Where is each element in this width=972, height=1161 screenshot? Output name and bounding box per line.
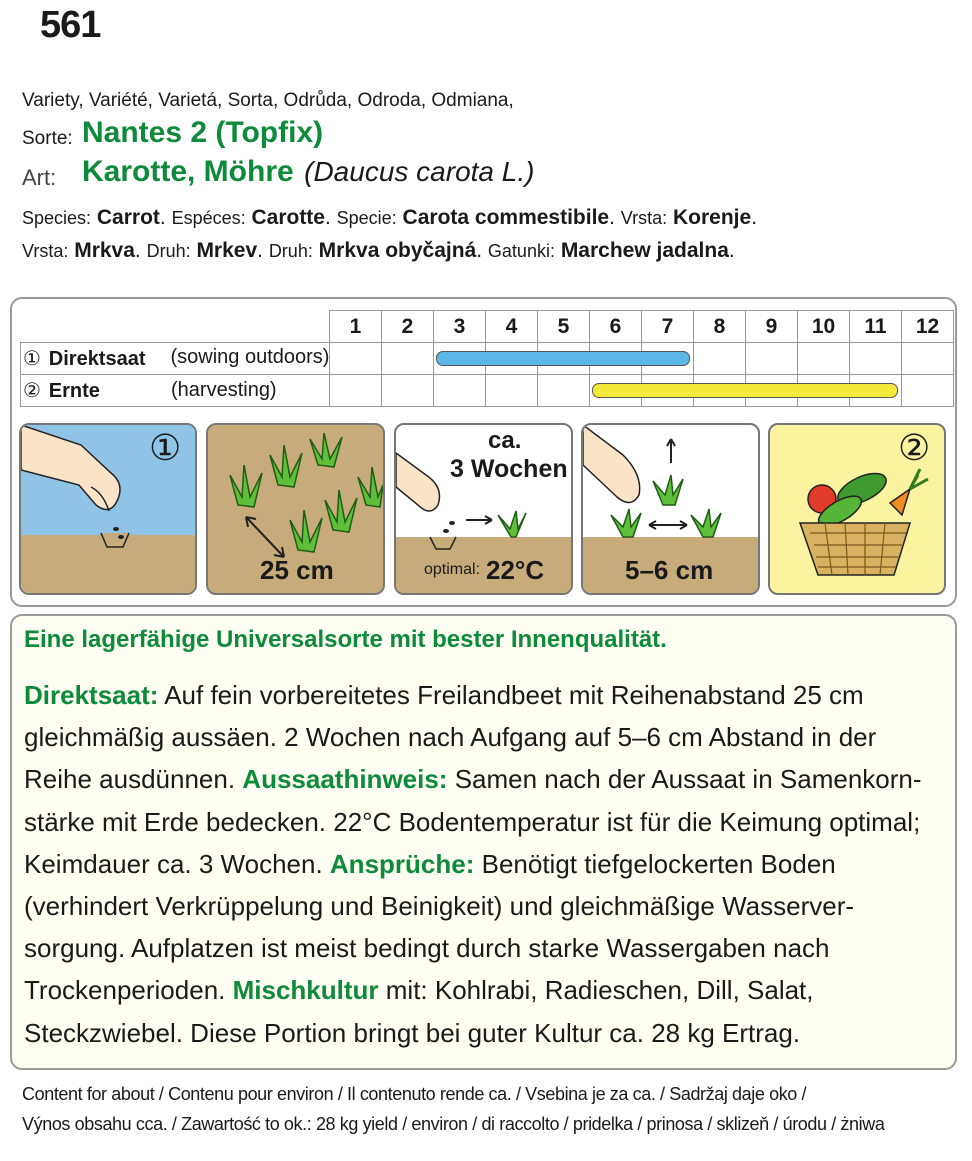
species-lang-label: Specie: bbox=[336, 208, 397, 228]
packet-number: 561 bbox=[40, 4, 101, 46]
harvest-name: Ernte bbox=[48, 380, 100, 402]
species-lang-label: Vrsta: bbox=[22, 241, 69, 261]
description-text: Steckzwiebel. Diese Portion bringt bei guter Kultur ca. 28 kg Ertrag. bbox=[24, 1017, 801, 1048]
species-name: Carota commestibile bbox=[402, 206, 610, 229]
temp-label: optimal: bbox=[424, 561, 481, 578]
sorte-row bbox=[22, 128, 73, 150]
harvest-marker: ② bbox=[23, 380, 41, 402]
calendar-month-row bbox=[21, 311, 954, 343]
latin-name: (Daucus carota L.) bbox=[304, 156, 535, 187]
species-name: Korenje bbox=[673, 206, 752, 229]
species-lang-label: Species: bbox=[22, 208, 92, 228]
art-row bbox=[82, 155, 534, 189]
description-line bbox=[24, 674, 949, 716]
description-keyword: Direktsaat: bbox=[24, 680, 159, 710]
description-text: Samen nach der Aussaat in Samenkorn- bbox=[447, 764, 922, 795]
harvest-translation: (harvesting) bbox=[171, 379, 277, 401]
species-line-2: Vrsta: Mrkva. Druh: Mrkev. Druh: Mrkva obyčajná. Gatunki: Marchew jadalna. bbox=[22, 239, 735, 262]
description-keyword: Ansprüche: bbox=[329, 848, 475, 879]
description-text: Benötigt tiefgelockerten Boden bbox=[474, 848, 836, 879]
sowing-period-bar bbox=[436, 351, 690, 366]
description-line bbox=[24, 885, 949, 927]
species-lang-label: Vrsta: bbox=[620, 208, 668, 228]
description-line bbox=[24, 716, 949, 758]
species-name: Marchew jadalna bbox=[560, 239, 729, 262]
month-9: 9 bbox=[746, 311, 798, 343]
description-line bbox=[24, 801, 949, 843]
duration-ca: ca. bbox=[488, 427, 522, 454]
species-name: Carotte bbox=[251, 206, 325, 229]
month-10: 10 bbox=[798, 311, 850, 343]
description-keyword: Aussaathinweis: bbox=[242, 764, 448, 795]
sowing-marker: ① bbox=[23, 348, 41, 370]
month-5: 5 bbox=[538, 311, 590, 343]
month-6: 6 bbox=[590, 311, 642, 343]
description-text: Auf fein vorbereitetes Freilandbeet mit Reihenabstand 25 cm bbox=[158, 680, 864, 710]
panel-sowing bbox=[19, 423, 197, 595]
footer-line-1: Content for about / Contenu pour environ / Il contenuto rende ca. / Vsebina je za ca. / Sadržaj daje oko / bbox=[22, 1084, 807, 1104]
species-lang-label: Gatunki: bbox=[487, 241, 555, 261]
description-line bbox=[24, 758, 949, 800]
row-spacing-label: 25 cm bbox=[260, 555, 334, 585]
species-lang-label: Druh: bbox=[146, 241, 191, 261]
harvest-label-cell bbox=[21, 375, 330, 407]
variety-line: Variety, Variété, Varietá, Sorta, Odrůda, Odroda, Odmiana, bbox=[22, 90, 514, 111]
species-name: Carrot bbox=[96, 206, 160, 229]
description-keyword: Mischkultur bbox=[232, 975, 379, 1006]
month-8: 8 bbox=[694, 311, 746, 343]
description-line bbox=[24, 927, 949, 969]
month-7: 7 bbox=[642, 311, 694, 343]
art-name: Karotte, Möhre bbox=[82, 155, 294, 188]
description-lead: Eine lagerfähige Universalsorte mit bester Innenqualität. bbox=[24, 626, 667, 653]
step-1-marker: ① bbox=[149, 427, 182, 468]
harvest-period-bar bbox=[592, 383, 898, 398]
month-2: 2 bbox=[382, 311, 434, 343]
temp-value: 22°C bbox=[486, 555, 545, 585]
description-line bbox=[24, 843, 949, 885]
variety-name: Nantes 2 (Topfix) bbox=[82, 116, 324, 149]
description-line bbox=[24, 969, 949, 1011]
description-text: sorgung. Aufplatzen ist meist bedingt durch starke Wassergaben nach bbox=[24, 933, 830, 964]
month-1: 1 bbox=[330, 311, 382, 343]
footer-line-2: Výnos obsahu cca. / Zawartość to ok.: 28 kg yield / environ / di raccolto / pridelka / prinosa / sklizeň / úrodu / żniwa bbox=[22, 1114, 885, 1134]
plant-spacing-label: 5–6 cm bbox=[625, 555, 714, 585]
duration-weeks: 3 Wochen bbox=[450, 455, 568, 483]
species-lang-label: Druh: bbox=[268, 241, 313, 261]
panel-row-spacing bbox=[206, 423, 385, 595]
description-text: stärke mit Erde bedecken. 22°C Bodentemperatur ist für die Keimung optimal; bbox=[24, 806, 921, 837]
species-name: Mrkva obyčajná bbox=[318, 239, 477, 262]
month-3: 3 bbox=[434, 311, 486, 343]
month-11: 11 bbox=[850, 311, 902, 343]
sorte-label: Sorte: bbox=[22, 128, 73, 149]
step-2-marker: ② bbox=[898, 427, 931, 468]
description-text: Reihe ausdünnen. bbox=[24, 764, 243, 795]
description-text: gleichmäßig aussäen. 2 Wochen nach Aufgang auf 5–6 cm Abstand in der bbox=[24, 722, 877, 753]
sowing-translation: (sowing outdoors) bbox=[170, 346, 330, 368]
species-name: Mrkev bbox=[196, 239, 258, 262]
description-text: (verhindert Verkrüppelung und Beinigkeit) und gleichmäßige Wasserver- bbox=[24, 891, 855, 922]
species-line-1: Species: Carrot. Espéces: Carotte. Specie: Carota commestibile. Vrsta: Korenje. bbox=[22, 206, 758, 229]
species-lang-label: Espéces: bbox=[171, 208, 246, 228]
description-text: Keimdauer ca. 3 Wochen. bbox=[24, 848, 330, 879]
description-text: mit: Kohlrabi, Radieschen, Dill, Salat, bbox=[378, 975, 814, 1006]
art-label: Art: bbox=[22, 165, 57, 190]
calendar-corner bbox=[21, 311, 330, 343]
sowing-name: Direktsaat bbox=[48, 348, 146, 370]
sowing-label-cell bbox=[21, 343, 330, 375]
description-line bbox=[24, 1012, 949, 1054]
panel-harvest bbox=[768, 423, 946, 595]
germination-icon bbox=[396, 425, 571, 593]
species-name: Mrkva bbox=[74, 239, 135, 262]
panel-germination bbox=[394, 423, 573, 595]
description-body bbox=[24, 674, 949, 1054]
month-4: 4 bbox=[486, 311, 538, 343]
panel-thinning bbox=[581, 423, 760, 595]
description-text: Trockenperioden. bbox=[24, 975, 233, 1006]
month-12: 12 bbox=[902, 311, 954, 343]
